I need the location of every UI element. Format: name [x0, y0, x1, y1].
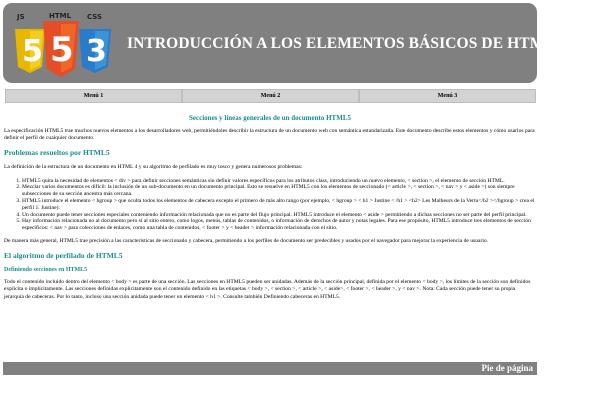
logo-number-js: 5	[22, 34, 43, 69]
problem-item: 3. HTML5 introduce el elemento < hgroup > que oculta todos los elementos de cabecera excepto el primero de más alto rango (por ejemplo, < hgroup > < h1 > Justine < /h1 > <h2> Les Malheurs de la Vertu</h2 ></hgroup > crea el perfil 1. Justine).	[22, 198, 536, 212]
problem-item: 1. HTML5 quita la necesidad de elementos < div > para definir secciones semánticas sin definir valores específicos para los atributos class, introduciendo un nuevo elemento, < section >, el elemento de sección HTML.	[22, 178, 536, 185]
logo-number-css: 3	[86, 34, 107, 69]
algorithm-heading: El algoritmo de perfilado de HTML5	[4, 251, 123, 261]
logo-label-html: HTML	[49, 12, 72, 20]
main-content	[4, 108, 536, 307]
footer-text: Pie de página	[481, 363, 533, 373]
conclusion-paragraph: De manera más general, HTML5 trae precisión a las características de seccionado y cabecera, permitiendo a los perfiles de documento ser predecibles y usados por el navegador para mejorar la experiencia de usuario.	[4, 237, 489, 244]
intro-paragraph: La especificación HTML5 trae muchos nuevos elementos a los desarrolladores web, permitiéndoles describir la estructura de un documento web con semántica estandarizada. Este documento describe estos elementos y cómo usarlos para definir el perfil de cualquier documento.	[4, 128, 535, 142]
logo-label-css: CSS	[87, 13, 103, 21]
nav-menu-1[interactable]: Menú 1	[5, 89, 182, 103]
main-nav	[5, 89, 536, 103]
logo-label-js: JS	[17, 13, 25, 21]
site-title: INTRODUCCIÓN A LOS ELEMENTOS BÁSICOS DE HTML, CSS	[127, 35, 592, 52]
problem-item: 2. Mezclar varios documentos es difícil: la inclusión de un sub-documento en un documento principal. Esto se resuelve en HTML5 con los elementos de seccionado (< article >, < section >, < nav > y < aside >) son siempre subsecciones de su sección ancestra más cercana.	[22, 184, 536, 198]
logo-number-html: 5	[50, 30, 74, 70]
nav-menu-2[interactable]: Menú 2	[182, 89, 359, 103]
problems-intro: La definición de la estructura de un documento en HTML 4 y su algoritmo de perfilado es muy tosco y genera numerosos problemas:	[4, 164, 303, 171]
section-title: Secciones y líneas generales de un documento HTML5	[189, 114, 351, 122]
js-shield-icon	[15, 29, 45, 73]
html5-css3-js-logo	[13, 9, 113, 79]
sections-paragraph: Todo el contenido incluido dentro del elemento < body > es parte de una sección. Las secciones en HTML5 pueden ser anidadas. Además de la sección principal, definida por el elemento < body >, los límites de la sección son definidos explícita o implícitamente. Las secciones definidas explícitamente son el contenido definido en las etiquetas < body >, < section >, < article >, < aside>, < footer >, < header >, y < nav >. Nota: Cada sección puede tener su propia jerarquía de cabeceras. Por lo tanto, incluso una sección anidada puede tener un elemento < h1 >. Consulte también Definiendo cabeceras en HTML5.	[4, 279, 531, 300]
problem-item: 4. Un documento puede tener secciones especiales conteniendo información relacionada que no es parte del flujo principal. HTML5 introduce el elemento < aside > permitiendo a dichas secciones no ser parte del perfil principal.	[22, 212, 536, 219]
problems-heading: Problemas resueltos por HTML5	[4, 148, 110, 158]
css3-shield-icon	[79, 29, 111, 73]
html5-shield-icon	[43, 21, 79, 77]
nav-menu-3[interactable]: Menú 3	[359, 89, 536, 103]
page-footer	[3, 362, 537, 375]
page-header	[3, 3, 592, 83]
problems-list	[4, 178, 536, 232]
sections-subheading: Definiendo secciones en HTML5	[4, 267, 88, 274]
problem-item: 5. Hay información relacionada no al documento pero sí al sitio entero, como logos, menús, tablas de contenidos, o información de derechos de autor y notas legales. Para ese propósito, HTML5 introduce tres elementos de sección específicos: < nav > para colecciones de enlaces, como una tabla de contenidos, < footer > y < header > información relacionada con el sitio.	[22, 218, 536, 232]
